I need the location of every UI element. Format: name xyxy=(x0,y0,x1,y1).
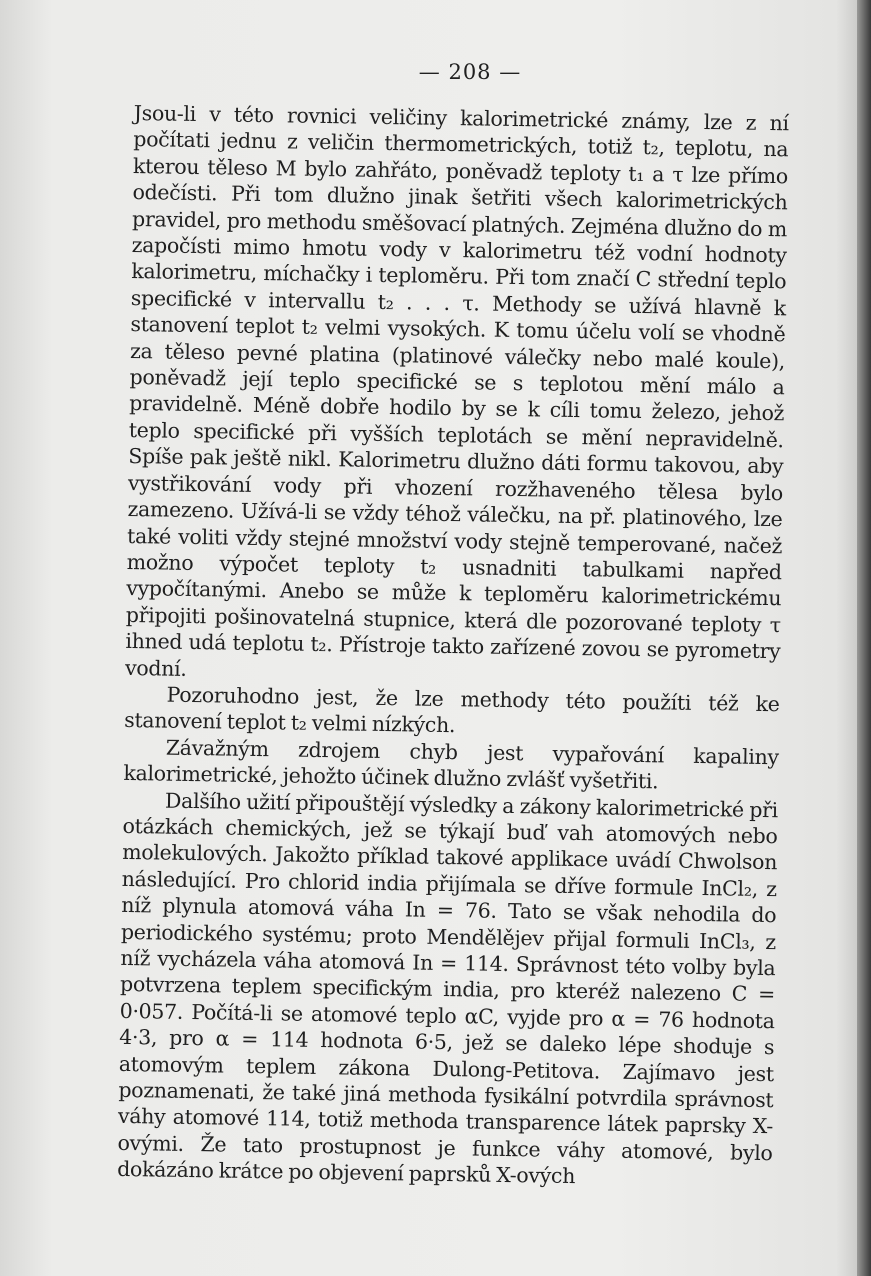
paragraph-calorimetry-method: Jsou-li v této rovnici veličiny kalorimetrické známy, lze z ní počítati jednu z veličin thermometrických, totiž t₂, teplotu, na kterou těleso M bylo zahřáto, poněvadž teploty t₁ a τ lze přímo odečísti. Při tom dlužno jinak šetřiti všech kalorimetrických pravidel, pro methodu směšovací platných. Zejména dlužno do m započísti mimo hmotu vody v kalorimetru též vodní hodnoty kalorimetru, míchačky i teploměru. Při tom značí C střední teplo specifické v intervallu t₂ . . . τ. Methody se užívá hlavně k stanovení teplot t₂ velmi vysokých. K tomu účelu volí se vhodně za těleso pevné platina (platinové válečky nebo malé koule), poněvadž její teplo specifické se s teplotou mění málo a pravidelně. Méně dobře hodilo by se k cíli tomu železo, jehož teplo specifické při vyšších teplotách se mění nepravidelně. Spíše pak ještě nikl. Kalorimetru dlužno dáti formu takovou, aby vystřikování vody při vhození rozžhaveného tělesa bylo zamezeno. Užívá-li se vždy téhož válečku, na př. platinového, lze také voliti vždy stejné množství vody stejně temperované, načež možno výpočet teploty t₂ usnadniti tabulkami napřed vypočítanými. Anebo se může k teploměru kalorimetrickému připojiti pošinovatelná stupnice, která dle pozorované teploty τ ihned udá teplotu t₂. Přístroje takto zařízené zovou se pyrometry vodní. xyxy=(124,100,789,681)
book-spine-shadow xyxy=(857,0,871,1276)
paragraph-low-temperatures: Pozoruhodno jest, že lze methody této použíti též ke stanovení teplot t₂ velmi nízkých. xyxy=(124,682,780,738)
paragraph-evaporation-error: Závažným zdrojem chyb jest vypařování kapaliny kalorimetrické, jehožto účinek dlužno zvlášť vyšetřiti. xyxy=(123,735,779,794)
page-body xyxy=(117,100,789,1193)
paragraph-chemical-applications: Dalšího užití připouštějí výsledky a zákony kalorimetrické při otázkách chemických, jež se týkají buď vah atomových nebo molekulových. Jakožto příklad takové applikace uvádí Chwolson následující. Pro chlorid india přijímala se dříve formule InCl₂, z níž plynula atomová váha In = 76. Tato se však nehodila do periodického systému; proto Mendělějev přijal formuli InCl₃, z níž vycházela váha atomová In = 114. Správnost této volby byla potvrzena teplem specifickým india, pro kteréž nalezeno C = 0·057. Počítá-li se atomové teplo αC, vyjde pro α = 76 hodnota 4·3, pro α = 114 hodnota 6·5, jež se daleko lépe shoduje s atomovým teplem zákona Dulong-Petitova. Zajímavo jest poznamenati, že také jiná methoda fysikální potvrdila správnost váhy atomové 114, totiž methoda transparence látek paprsky X-ovými. Že tato prostupnost je funkce váhy atomové, bylo dokázáno krátce po objevení paprsků X-ových xyxy=(117,788,779,1189)
page-number: — 208 — xyxy=(418,60,522,84)
